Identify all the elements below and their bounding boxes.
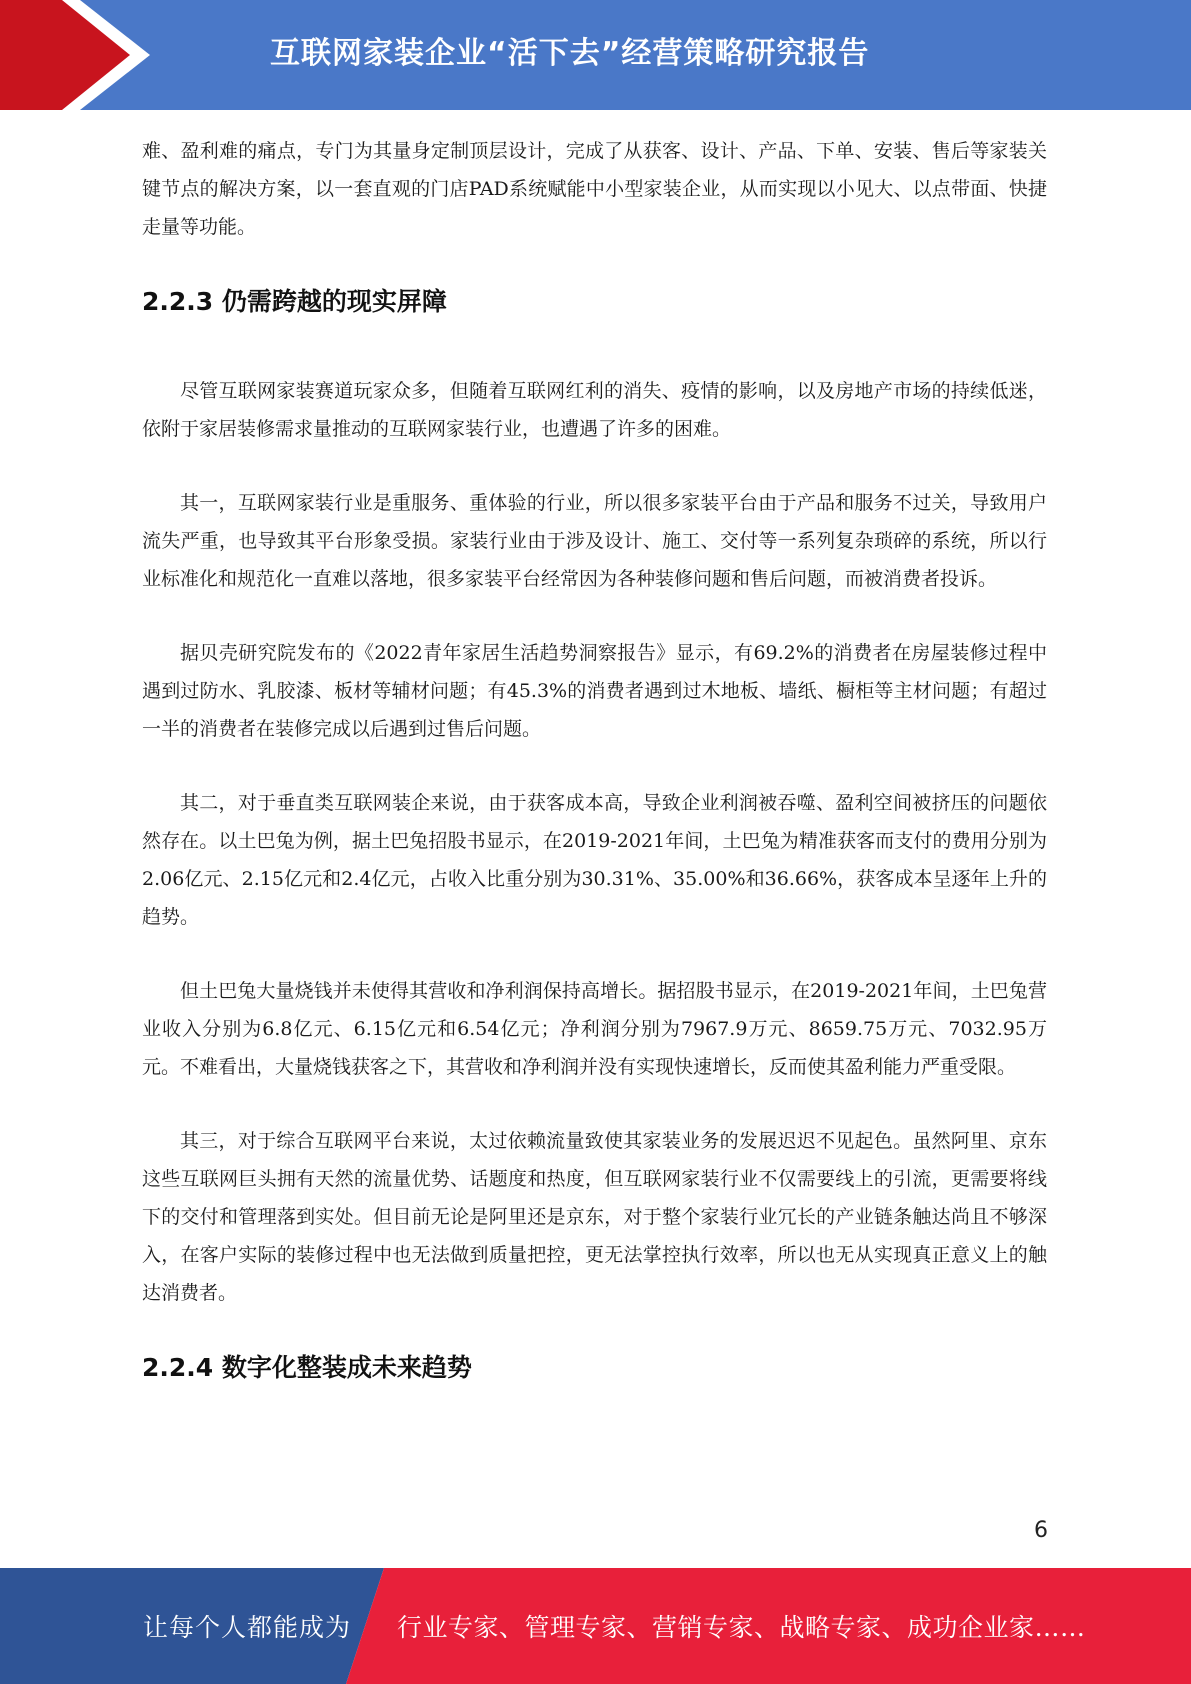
paragraph: 其三，对于综合互联网平台来说，太过依赖流量致使其家装业务的发展迟迟不见起色。虽然阿里、京东这些互联网巨头拥有天然的流量优势、话题度和热度，但互联网家装行业不仅需要线上的引流，更需要将线下的交付和管理落到实处。但目前无论是阿里还是京东，对于整个家装行业冗长的产业链条触达尚且不够深入，在客户实际的装修过程中也无法做到质量把控，更无法掌控执行效率，所以也无从实现真正意义上的触达消费者。 xyxy=(142,1130,1047,1304)
page-footer xyxy=(0,1568,1191,1684)
paragraph-intro: 难、盈利难的痛点，专门为其量身定制顶层设计，完成了从获客、设计、产品、下单、安装、售后等家装关键节点的解决方案，以一套直观的门店PAD系统赋能中小型家装企业，从而实现以小见大、以点带面、快捷走量等功能。 xyxy=(142,140,1047,238)
document-body xyxy=(142,132,1047,1384)
page-number: 6 xyxy=(1034,1518,1048,1543)
paragraph: 但土巴兔大量烧钱并未使得其营收和净利润保持高增长。据招股书显示，在2019-2021年间，土巴兔营业收入分别为6.8亿元、6.15亿元和6.54亿元；净利润分别为7967.9万元、8659.75万元、7032.95万元。不难看出，大量烧钱获客之下，其营收和净利润并没有实现快速增长，反而使其盈利能力严重受限。 xyxy=(142,980,1047,1078)
report-title: 互联网家装企业“活下去”经营策略研究报告 xyxy=(270,36,870,71)
page-header xyxy=(0,0,1191,110)
paragraph: 据贝壳研究院发布的《2022青年家居生活趋势洞察报告》显示，有69.2%的消费者在房屋装修过程中遇到过防水、乳胶漆、板材等辅材问题；有45.3%的消费者遇到过木地板、墙纸、橱柜等主材问题；有超过一半的消费者在装修完成以后遇到过售后问题。 xyxy=(142,642,1047,740)
paragraph: 尽管互联网家装赛道玩家众多，但随着互联网红利的消失、疫情的影响，以及房地产市场的持续低迷，依附于家居装修需求量推动的互联网家装行业，也遭遇了许多的困难。 xyxy=(142,380,1047,440)
footer-slogan-right: 行业专家、管理专家、营销专家、战略专家、成功企业家…… xyxy=(397,1613,1086,1642)
footer-slogan-left: 让每个人都能成为 xyxy=(143,1613,352,1642)
section-heading-2-2-3: 2.2.3 仍需跨越的现实屏障 xyxy=(142,287,447,316)
paragraph: 其二，对于垂直类互联网装企来说，由于获客成本高，导致企业利润被吞噬、盈利空间被挤压的问题依然存在。以土巴兔为例，据土巴兔招股书显示，在2019-2021年间，土巴兔为精准获客而支付的费用分别为2.06亿元、2.15亿元和2.4亿元，占收入比重分别为30.31%、35.00%和36.66%，获客成本呈逐年上升的趋势。 xyxy=(142,792,1047,928)
section-heading-2-2-4: 2.2.4 数字化整装成未来趋势 xyxy=(142,1353,472,1382)
paragraph: 其一，互联网家装行业是重服务、重体验的行业，所以很多家装平台由于产品和服务不过关，导致用户流失严重，也导致其平台形象受损。家装行业由于涉及设计、施工、交付等一系列复杂琐碎的系统，所以行业标准化和规范化一直难以落地，很多家装平台经常因为各种装修问题和售后问题，而被消费者投诉。 xyxy=(142,492,1047,590)
header-arrow-icon xyxy=(0,0,160,110)
